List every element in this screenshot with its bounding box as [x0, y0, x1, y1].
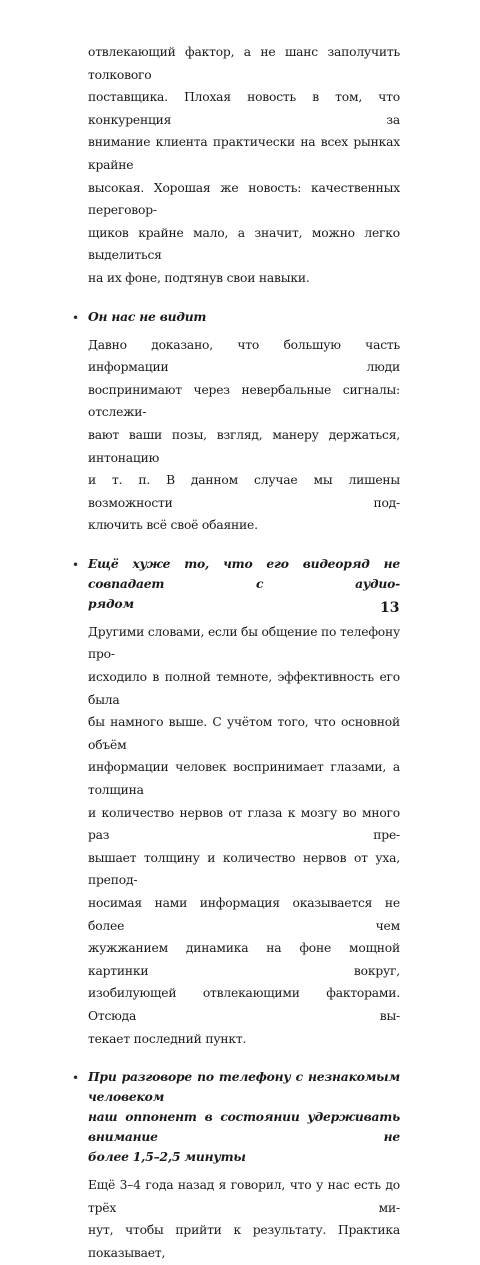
page-number: 13: [380, 600, 400, 616]
bullet-body: [88, 334, 400, 537]
bullet-section-video-audio: [72, 554, 400, 1050]
bullet-section-attention-span: [72, 1067, 400, 1264]
heading-line: Ещё хуже то, что его видеоряд не совпадает с аудио-: [88, 555, 400, 591]
text-line: бы намного выше. С учётом того, что основной объём: [88, 715, 400, 752]
heading-line: более 1,5–2,5 минуты: [88, 1149, 246, 1165]
bullet-marker: •: [72, 310, 80, 325]
text-line: и т. п. В данном случае мы лишены возможности под-: [88, 473, 400, 510]
heading-line: Он нас не видит: [88, 308, 207, 324]
text-line: на их фоне, подтянув свои навыки.: [88, 270, 310, 285]
text-line: Другими словами, если бы общение по телефону про-: [88, 624, 400, 662]
bullet-heading: [88, 554, 400, 614]
text-line: ключить всё своё обаяние.: [88, 518, 258, 533]
bullet-body: [88, 621, 400, 1050]
text-line: изобилующей отвлекающими факторами. Отсюда вы-: [88, 986, 400, 1023]
text-line: поставщика. Плохая новость в том, что конкуренция за: [88, 90, 400, 127]
heading-line: При разговоре по телефону с незнакомым человеком: [88, 1069, 400, 1105]
bullet-body: [88, 1174, 400, 1264]
text-line: высокая. Хорошая же новость: качественных переговор-: [88, 180, 400, 218]
bullet-heading: [88, 1067, 400, 1167]
text-line: Давно доказано, что большую часть информации люди: [88, 337, 400, 375]
text-line: текает последний пункт.: [88, 1031, 247, 1046]
text-line: воспринимают через невербальные сигналы: отслежи-: [88, 382, 400, 420]
text-line: отвлекающий фактор, а не шанс заполучить толкового: [88, 45, 400, 82]
text-line: вают ваши позы, взгляд, манеру держаться, интонацию: [88, 427, 400, 465]
bullet-heading: [88, 307, 400, 327]
text-line: нут, чтобы прийти к результату. Практика показывает,: [88, 1223, 400, 1260]
text-line: щиков крайне мало, а значит, можно легко выделиться: [88, 225, 400, 263]
text-line: внимание клиента практически на всех рынках крайне: [88, 135, 400, 172]
heading-line: наш оппонент в состоянии удерживать внимание не: [88, 1109, 400, 1145]
bullet-marker: •: [72, 1071, 80, 1086]
bullet-section-not-seen: [72, 307, 400, 537]
text-line: вышает толщину и количество нервов от уха, препод-: [88, 850, 400, 888]
text-line: и количество нервов от глаза к мозгу во много раз пре-: [88, 805, 400, 843]
text-line: Ещё 3–4 года назад я говорил, что у нас есть до трёх ми-: [88, 1178, 400, 1215]
text-line: носимая нами информация оказывается не более чем: [88, 896, 400, 933]
text-line: жужжанием динамика на фоне мощной картинки вокруг,: [88, 941, 400, 978]
paragraph-intro: [88, 41, 400, 290]
text-line: исходило в полной темноте, эффективность его была: [88, 670, 400, 707]
page-content: [72, 41, 400, 1265]
text-line: информации человек воспринимает глазами, а толщина: [88, 760, 400, 798]
bullet-marker: •: [72, 557, 80, 572]
heading-line: рядом: [88, 595, 134, 611]
